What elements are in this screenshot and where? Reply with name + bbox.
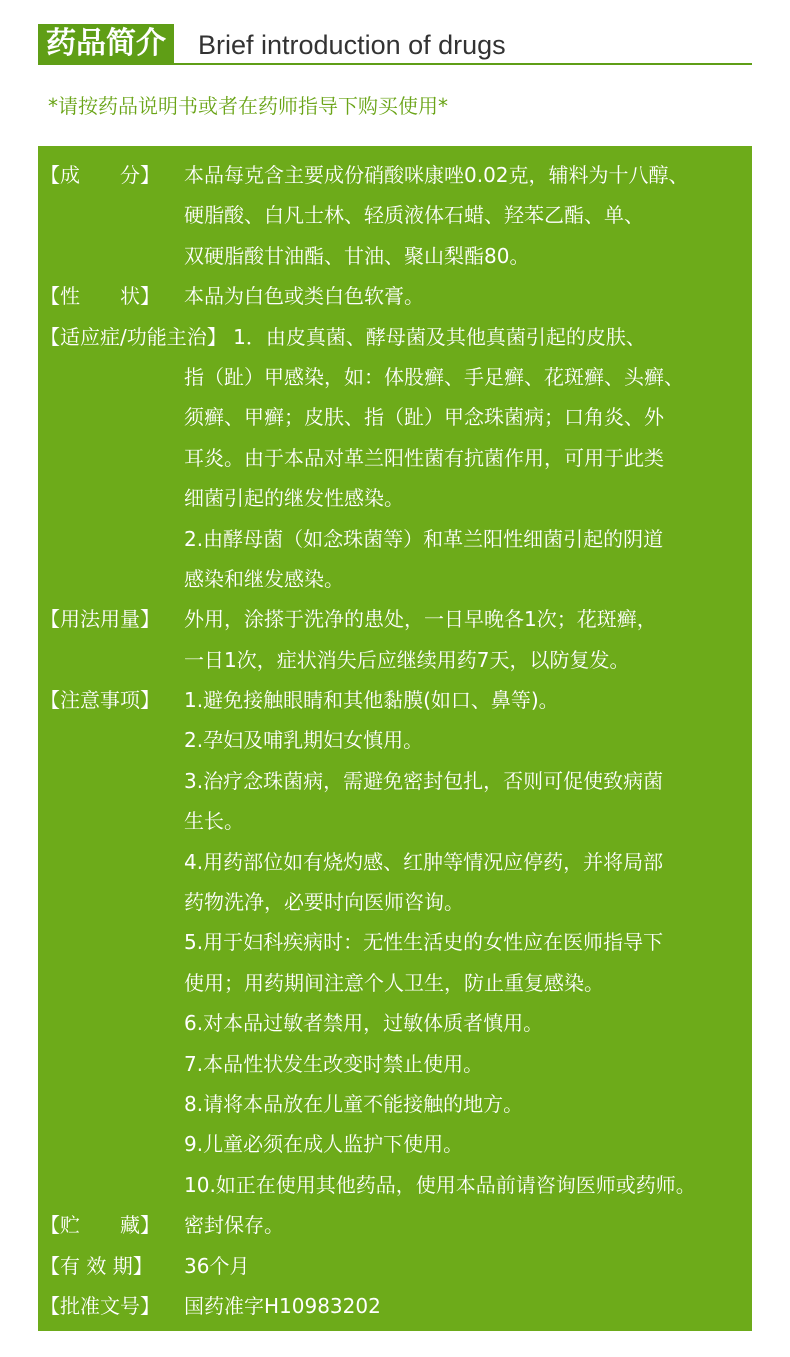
info-line [38,801,752,841]
section-text: 36个月 [184,1253,250,1278]
section-text: 2.由酵母菌（如念珠菌等）和革兰阳性细菌引起的阴道 [184,526,664,551]
info-line [38,1044,752,1084]
info-line [38,882,752,922]
section-text: 本品为白色或类白色软膏。 [184,284,424,309]
section-text: 9.儿童必须在成人监护下使用。 [184,1132,464,1157]
section-text: 6.对本品过敏者禁用，过敏体质者慎用。 [184,1011,544,1036]
section-text: 指（趾）甲感染，如：体股癣、手足癣、花斑癣、头癣、 [184,364,684,389]
info-line [38,922,752,962]
info-line [38,720,752,760]
section-text: 1.避免接触眼睛和其他黏膜(如口、鼻等)。 [184,688,559,713]
section-text: 本品每克含主要成份硝酸咪康唑0.02克，辅料为十八醇、 [184,163,689,187]
info-line [38,559,752,599]
info-line [38,438,752,478]
section-label: 【批准文号】 [40,1293,160,1318]
info-line [38,276,752,316]
info-line [38,963,752,1003]
info-line [38,519,752,559]
section-text: 双硬脂酸甘油酯、甘油、聚山梨酯80。 [184,243,530,268]
section-text: 国药准字H10983202 [184,1293,381,1318]
section-label: 【贮 藏】 [40,1213,160,1238]
section-label: 【注意事项】 [40,688,160,713]
info-line [38,397,752,437]
section-text: 3.治疗念珠菌病，需避免密封包扎，否则可促使致病菌 [184,768,664,793]
info-line [38,317,752,357]
section-text: 5.用于妇科疾病时：无性生活史的女性应在医师指导下 [184,930,664,955]
section-text: 须癣、甲癣；皮肤、指（趾）甲念珠菌病；口角炎、外 [184,405,664,430]
info-line [38,1003,752,1043]
info-line [38,1124,752,1164]
section-text: 一日1次，症状消失后应继续用药7天，以防复发。 [184,647,630,672]
header-underline [38,63,752,65]
info-line [38,478,752,518]
section-text: 2.孕妇及哺乳期妇女慎用。 [184,728,424,753]
section-text: 生长。 [184,809,244,834]
info-line [38,1246,752,1286]
section-text: 密封保存。 [184,1213,284,1238]
section-text: 感染和继发感染。 [184,566,344,591]
section-label: 【成 分】 [40,163,160,187]
drug-info-content [38,155,752,1326]
section-text: 8.请将本品放在儿童不能接触的地方。 [184,1091,524,1116]
info-line [38,680,752,720]
info-line [38,1084,752,1124]
info-line [38,599,752,639]
info-line [38,236,752,276]
purchase-notice: *请按药品说明书或者在药师指导下购买使用* [48,94,448,118]
section-text: 硬脂酸、白凡士林、轻质液体石蜡、羟苯乙酯、单、 [184,203,644,228]
info-line [38,357,752,397]
section-text: 7.本品性状发生改变时禁止使用。 [184,1051,484,1076]
header-title-en: Brief introduction of drugs [198,30,506,60]
info-line [38,842,752,882]
header-title-cn: 药品简介 [38,24,174,64]
info-line [38,1286,752,1326]
section-label: 【用法用量】 [40,607,160,632]
info-line [38,1205,752,1245]
section-text: 外用，涂搽于洗净的患处，一日早晚各1次；花斑癣， [184,607,657,632]
section-text: 耳炎。由于本品对革兰阳性菌有抗菌作用，可用于此类 [184,445,664,470]
info-line [38,761,752,801]
info-line [38,640,752,680]
section-text: 4.用药部位如有烧灼感、红肿等情况应停药，并将局部 [184,849,664,874]
section-text: 10.如正在使用其他药品，使用本品前请咨询医师或药师。 [184,1172,696,1197]
section-text: 细菌引起的继发性感染。 [184,486,404,511]
info-line [38,155,752,195]
drug-info-box [38,146,752,1331]
section-label: 【性 状】 [40,284,160,309]
section-label-with-text: 【适应症/功能主治】 1．由皮真菌、酵母菌及其他真菌引起的皮肤、 [40,324,646,349]
info-line [38,195,752,235]
section-label: 【有 效 期】 [40,1253,153,1278]
info-line [38,1165,752,1205]
header [38,24,752,64]
section-text: 药物洗净，必要时向医师咨询。 [184,890,464,915]
section-text: 使用；用药期间注意个人卫生，防止重复感染。 [184,970,604,995]
